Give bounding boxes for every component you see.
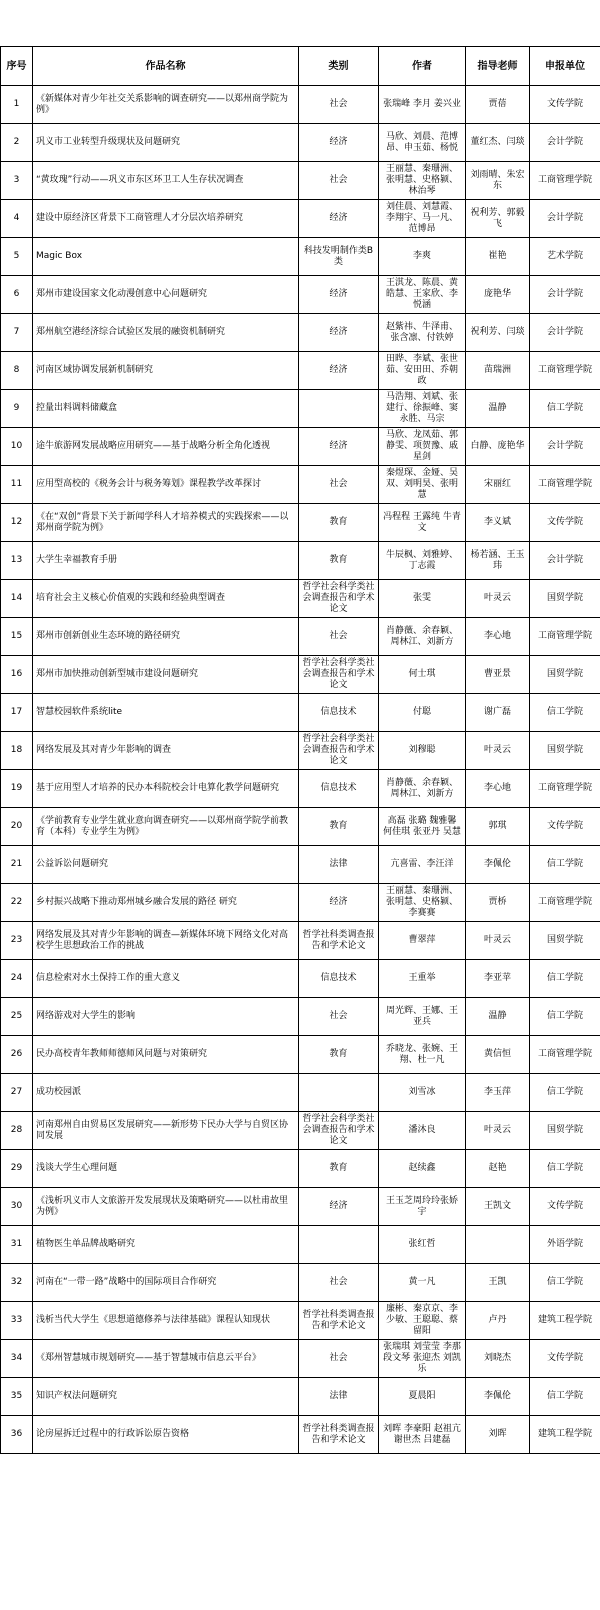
cell-serial: 3 [1, 162, 33, 200]
cell-author: 潘沐良 [379, 1112, 466, 1150]
cell-category: 社会 [299, 1264, 379, 1302]
table-row [1, 504, 600, 542]
cell-category: 法律 [299, 1378, 379, 1416]
cell-category: 社会 [299, 618, 379, 656]
cell-serial: 19 [1, 770, 33, 808]
cell-unit: 信工学院 [530, 1150, 600, 1188]
cell-title: 巩义市工业转型升级现状及问题研究 [33, 124, 299, 162]
cell-serial: 15 [1, 618, 33, 656]
cell-serial: 21 [1, 846, 33, 884]
cell-title: 《新媒体对青少年社交关系影响的调查研究——以郑州商学院为例》 [33, 86, 299, 124]
table-row [1, 1416, 600, 1454]
cell-author: 张瑞峰 李月 姜兴业 [379, 86, 466, 124]
cell-advisor: 李佩伦 [466, 1378, 530, 1416]
cell-unit: 会计学院 [530, 314, 600, 352]
cell-unit: 信工学院 [530, 1264, 600, 1302]
cell-serial: 35 [1, 1378, 33, 1416]
cell-author: 王玉芝周玲玲张娇宇 [379, 1188, 466, 1226]
cell-category: 经济 [299, 276, 379, 314]
cell-category: 社会 [299, 162, 379, 200]
table-row [1, 1302, 600, 1340]
cell-advisor: 叶灵云 [466, 732, 530, 770]
cell-advisor: 叶灵云 [466, 1112, 530, 1150]
cell-unit: 会计学院 [530, 124, 600, 162]
cell-author: 马欣、刘晨、范博昂、申玉茹、杨悦 [379, 124, 466, 162]
cell-title: 河南郑州自由贸易区发展研究——新形势下民办大学与自贸区协同发展 [33, 1112, 299, 1150]
table-row [1, 1112, 600, 1150]
cell-category: 信息技术 [299, 694, 379, 732]
cell-unit: 建筑工程学院 [530, 1416, 600, 1454]
cell-unit: 信工学院 [530, 960, 600, 998]
cell-unit: 国贸学院 [530, 656, 600, 694]
cell-advisor: 刘雨晴、朱宏东 [466, 162, 530, 200]
cell-unit: 信工学院 [530, 390, 600, 428]
table-row [1, 466, 600, 504]
cell-advisor: 董红杰、闫琰 [466, 124, 530, 162]
cell-author: 王重举 [379, 960, 466, 998]
table-row [1, 390, 600, 428]
cell-author: 何士琪 [379, 656, 466, 694]
cell-advisor: 谢广磊 [466, 694, 530, 732]
cell-category: 经济 [299, 352, 379, 390]
table-row [1, 542, 600, 580]
cell-title: 郑州市创新创业生态环境的路径研究 [33, 618, 299, 656]
cell-serial: 22 [1, 884, 33, 922]
cell-author: 刘穆聪 [379, 732, 466, 770]
cell-serial: 14 [1, 580, 33, 618]
cell-advisor: 叶灵云 [466, 922, 530, 960]
cell-unit: 外语学院 [530, 1226, 600, 1264]
cell-category: 教育 [299, 808, 379, 846]
cell-serial: 5 [1, 238, 33, 276]
cell-unit: 工商管理学院 [530, 466, 600, 504]
cell-serial: 4 [1, 200, 33, 238]
cell-category: 哲学社科类调查报告和学术论文 [299, 1416, 379, 1454]
cell-category: 哲学社科类调查报告和学术论文 [299, 922, 379, 960]
table-row [1, 808, 600, 846]
cell-unit: 信工学院 [530, 1378, 600, 1416]
cell-title: 控量出料调料储藏盒 [33, 390, 299, 428]
table-row [1, 86, 600, 124]
cell-advisor: 杨若涵、王玉玮 [466, 542, 530, 580]
cell-unit: 文传学院 [530, 808, 600, 846]
cell-serial: 7 [1, 314, 33, 352]
table-row [1, 846, 600, 884]
cell-title: 公益诉讼问题研究 [33, 846, 299, 884]
cell-advisor: 苗瑞洲 [466, 352, 530, 390]
cell-serial: 32 [1, 1264, 33, 1302]
cell-category: 哲学社会科学类社会调查报告和学术论文 [299, 656, 379, 694]
table-row [1, 1150, 600, 1188]
cell-title: 植物医生单品牌战略研究 [33, 1226, 299, 1264]
cell-category: 社会 [299, 466, 379, 504]
cell-advisor: 曹亚景 [466, 656, 530, 694]
cell-advisor: 崔艳 [466, 238, 530, 276]
cell-unit: 文传学院 [530, 86, 600, 124]
cell-author: 冯程程 王露纯 牛青文 [379, 504, 466, 542]
cell-author: 夏晨阳 [379, 1378, 466, 1416]
cell-category: 社会 [299, 1340, 379, 1378]
cell-serial: 23 [1, 922, 33, 960]
cell-serial: 24 [1, 960, 33, 998]
cell-category: 信息技术 [299, 770, 379, 808]
cell-serial: 11 [1, 466, 33, 504]
cell-author: 田晔、李斌、张世茹、安田田、乔朝政 [379, 352, 466, 390]
cell-advisor: 赵艳 [466, 1150, 530, 1188]
table-row [1, 618, 600, 656]
cell-advisor: 庞艳华 [466, 276, 530, 314]
cell-title: 乡村振兴战略下推动郑州城乡融合发展的路径 研究 [33, 884, 299, 922]
table-row [1, 922, 600, 960]
cell-advisor: 李心地 [466, 770, 530, 808]
cell-title: 郑州市建设国家文化动漫创意中心问题研究 [33, 276, 299, 314]
cell-title: 《学前教育专业学生就业意向调查研究——以郑州商学院学前教育（本科）专业学生为例》 [33, 808, 299, 846]
cell-category: 教育 [299, 542, 379, 580]
cell-advisor: 王凯 [466, 1264, 530, 1302]
awards-table [0, 46, 600, 1454]
cell-title: 网络游戏对大学生的影响 [33, 998, 299, 1036]
cell-title: 郑州市加快推动创新型城市建设问题研究 [33, 656, 299, 694]
cell-unit: 文传学院 [530, 1340, 600, 1378]
cell-author: 王淇龙、陈晨、黄皓慧、王家欣、李悦涵 [379, 276, 466, 314]
cell-unit: 会计学院 [530, 542, 600, 580]
cell-unit: 工商管理学院 [530, 618, 600, 656]
cell-author: 张红哲 [379, 1226, 466, 1264]
cell-advisor: 宋丽红 [466, 466, 530, 504]
cell-author: 李爽 [379, 238, 466, 276]
cell-author: 肖静薇、余春颖、周林江、刘新方 [379, 618, 466, 656]
table-row [1, 276, 600, 314]
cell-advisor: 祝利芳、闫琰 [466, 314, 530, 352]
cell-serial: 31 [1, 1226, 33, 1264]
cell-title: “黄玫瑰”行动——巩义市东区环卫工人生存状况调查 [33, 162, 299, 200]
cell-category: 法律 [299, 846, 379, 884]
cell-serial: 6 [1, 276, 33, 314]
cell-title: 《郑州智慧城市规划研究——基于智慧城市信息云平台》 [33, 1340, 299, 1378]
cell-title: 网络发展及其对青少年影响的调查—新媒体环境下网络文化对高校学生思想政治工作的挑战 [33, 922, 299, 960]
cell-unit: 工商管理学院 [530, 884, 600, 922]
table-row [1, 656, 600, 694]
cell-title: 知识产权法问题研究 [33, 1378, 299, 1416]
cell-category: 教育 [299, 1036, 379, 1074]
cell-author: 黄一凡 [379, 1264, 466, 1302]
cell-title: 河南在“一带一路”战略中的国际项目合作研究 [33, 1264, 299, 1302]
table-row [1, 1226, 600, 1264]
cell-title: 河南区域协调发展新机制研究 [33, 352, 299, 390]
table-row [1, 1074, 600, 1112]
cell-unit: 信工学院 [530, 998, 600, 1036]
cell-advisor: 李义斌 [466, 504, 530, 542]
table-row [1, 1036, 600, 1074]
cell-unit: 国贸学院 [530, 1112, 600, 1150]
cell-author: 亢喜雷、李汪洋 [379, 846, 466, 884]
table-row [1, 884, 600, 922]
cell-title: 途牛旅游网发展战略应用研究——基于战略分析全角化透视 [33, 428, 299, 466]
cell-advisor: 刘晖 [466, 1416, 530, 1454]
table-row [1, 960, 600, 998]
table-row [1, 1378, 600, 1416]
cell-title: 培育社会主义核心价值观的实践和经验典型调查 [33, 580, 299, 618]
table-row [1, 162, 600, 200]
cell-advisor: 黄信恒 [466, 1036, 530, 1074]
cell-author: 马浩翔、刘斌、张建行、徐振峰、窦永胜、马宗 [379, 390, 466, 428]
cell-serial: 8 [1, 352, 33, 390]
table-row [1, 998, 600, 1036]
cell-author: 张雯 [379, 580, 466, 618]
table-body [1, 86, 600, 1454]
cell-author: 王丽慧、秦珊洲、张明慧、史格颍、林治琴 [379, 162, 466, 200]
cell-serial: 10 [1, 428, 33, 466]
cell-advisor: 贾蓓 [466, 86, 530, 124]
header-title: 作品名称 [33, 47, 299, 86]
cell-unit: 国贸学院 [530, 922, 600, 960]
cell-unit: 国贸学院 [530, 580, 600, 618]
cell-category: 经济 [299, 124, 379, 162]
cell-advisor: 李佩伦 [466, 846, 530, 884]
cell-title: 智慧校园软件系统lite [33, 694, 299, 732]
table-row [1, 200, 600, 238]
cell-advisor [466, 1226, 530, 1264]
cell-category: 哲学社会科学类社会调查报告和学术论文 [299, 1112, 379, 1150]
cell-advisor: 郭琪 [466, 808, 530, 846]
cell-serial: 29 [1, 1150, 33, 1188]
cell-serial: 2 [1, 124, 33, 162]
header-serial: 序号 [1, 47, 33, 86]
cell-author: 刘佳晨、刘慧霞、李翔宇、马一凡、范博昂 [379, 200, 466, 238]
table-row [1, 1264, 600, 1302]
cell-serial: 30 [1, 1188, 33, 1226]
cell-serial: 27 [1, 1074, 33, 1112]
cell-author: 乔晓龙、张婉、王翔、杜一凡 [379, 1036, 466, 1074]
cell-title: 网络发展及其对青少年影响的调查 [33, 732, 299, 770]
cell-author: 刘雪冰 [379, 1074, 466, 1112]
cell-category: 经济 [299, 314, 379, 352]
cell-serial: 26 [1, 1036, 33, 1074]
header-category: 类别 [299, 47, 379, 86]
cell-serial: 16 [1, 656, 33, 694]
cell-advisor: 祝利芳、郭毅飞 [466, 200, 530, 238]
cell-unit: 会计学院 [530, 276, 600, 314]
cell-title: 成功校园派 [33, 1074, 299, 1112]
cell-title: 《浅析巩义市人文旅游开发发展现状及策略研究——以杜甫故里为例》 [33, 1188, 299, 1226]
cell-category: 经济 [299, 1188, 379, 1226]
cell-category: 教育 [299, 1150, 379, 1188]
cell-title: 基于应用型人才培养的民办本科院校会计电算化教学问题研究 [33, 770, 299, 808]
cell-unit: 艺术学院 [530, 238, 600, 276]
cell-title: 论房屋拆迁过程中的行政诉讼原告资格 [33, 1416, 299, 1454]
cell-unit: 工商管理学院 [530, 770, 600, 808]
cell-unit: 工商管理学院 [530, 1036, 600, 1074]
document-page [0, 46, 600, 1454]
cell-category [299, 1074, 379, 1112]
cell-author: 周光辉、王娜、王亚兵 [379, 998, 466, 1036]
cell-advisor: 刘晓杰 [466, 1340, 530, 1378]
header-author: 作者 [379, 47, 466, 86]
cell-unit: 文传学院 [530, 504, 600, 542]
table-row [1, 694, 600, 732]
cell-category: 经济 [299, 428, 379, 466]
cell-category: 社会 [299, 86, 379, 124]
cell-category: 教育 [299, 504, 379, 542]
cell-title: 郑州航空港经济综合试验区发展的融资机制研究 [33, 314, 299, 352]
cell-title: 建设中原经济区背景下工商管理人才分层次培养研究 [33, 200, 299, 238]
table-row [1, 124, 600, 162]
cell-unit: 文传学院 [530, 1188, 600, 1226]
cell-serial: 25 [1, 998, 33, 1036]
cell-category: 经济 [299, 200, 379, 238]
cell-author: 高磊 张璐 魏雅馨 何佳琪 张亚丹 吴慧 [379, 808, 466, 846]
header-advisor: 指导老师 [466, 47, 530, 86]
cell-category: 社会 [299, 998, 379, 1036]
cell-advisor: 卢丹 [466, 1302, 530, 1340]
table-row [1, 1188, 600, 1226]
cell-unit: 会计学院 [530, 200, 600, 238]
cell-serial: 36 [1, 1416, 33, 1454]
cell-unit: 工商管理学院 [530, 352, 600, 390]
cell-author: 廉彬、秦京京、李少敏、王聪聪、蔡留阳 [379, 1302, 466, 1340]
cell-advisor: 王凯文 [466, 1188, 530, 1226]
cell-serial: 28 [1, 1112, 33, 1150]
header-unit: 申报单位 [530, 47, 600, 86]
cell-serial: 33 [1, 1302, 33, 1340]
table-row [1, 314, 600, 352]
cell-author: 马欣、龙凤茹、郭静雯、项贺豫、戚星剑 [379, 428, 466, 466]
cell-category: 哲学社会科学类社会调查报告和学术论文 [299, 580, 379, 618]
cell-serial: 20 [1, 808, 33, 846]
table-row [1, 428, 600, 466]
cell-serial: 18 [1, 732, 33, 770]
cell-author: 赵续鑫 [379, 1150, 466, 1188]
table-row [1, 580, 600, 618]
cell-serial: 12 [1, 504, 33, 542]
cell-advisor: 白静、庞艳华 [466, 428, 530, 466]
cell-advisor: 李亚苹 [466, 960, 530, 998]
cell-advisor: 李玉萍 [466, 1074, 530, 1112]
cell-unit: 工商管理学院 [530, 162, 600, 200]
cell-serial: 34 [1, 1340, 33, 1378]
cell-serial: 1 [1, 86, 33, 124]
cell-category: 经济 [299, 884, 379, 922]
cell-author: 曹翠萍 [379, 922, 466, 960]
cell-category [299, 390, 379, 428]
cell-title: Magic Box [33, 238, 299, 276]
cell-unit: 会计学院 [530, 428, 600, 466]
cell-author: 秦煜琛、金娅、吴双、刘明昊、张明慧 [379, 466, 466, 504]
cell-category: 科技发明制作类B类 [299, 238, 379, 276]
cell-author: 张瑞琪 刘莹莹 李那 段文琴 张迎杰 刘凯乐 [379, 1340, 466, 1378]
table-header-row [1, 47, 600, 86]
table-row [1, 352, 600, 390]
cell-unit: 建筑工程学院 [530, 1302, 600, 1340]
cell-advisor: 温静 [466, 390, 530, 428]
cell-unit: 信工学院 [530, 694, 600, 732]
cell-unit: 信工学院 [530, 846, 600, 884]
cell-unit: 信工学院 [530, 1074, 600, 1112]
table-row [1, 732, 600, 770]
cell-title: 民办高校青年教师师德师风问题与对策研究 [33, 1036, 299, 1074]
cell-category: 哲学社科类调查报告和学术论文 [299, 1302, 379, 1340]
cell-title: 浅析当代大学生《思想道德修养与法律基础》课程认知现状 [33, 1302, 299, 1340]
cell-author: 赵紫祎、牛泽甫、张含凛、付铁婷 [379, 314, 466, 352]
cell-serial: 17 [1, 694, 33, 732]
table-row [1, 1340, 600, 1378]
cell-title: 应用型高校的《税务会计与税务筹划》课程教学改革探讨 [33, 466, 299, 504]
cell-serial: 13 [1, 542, 33, 580]
cell-category [299, 1226, 379, 1264]
cell-advisor: 温静 [466, 998, 530, 1036]
cell-author: 王丽慧、秦珊洲、张明慧、史格颍、李赛赛 [379, 884, 466, 922]
cell-author: 付聪 [379, 694, 466, 732]
table-row [1, 770, 600, 808]
cell-category: 哲学社会科学类社会调查报告和学术论文 [299, 732, 379, 770]
cell-title: 大学生幸福教育手册 [33, 542, 299, 580]
cell-title: 《在“双创”背景下关于新闻学科人才培养模式的实践探索——以郑州商学院为例》 [33, 504, 299, 542]
cell-author: 肖静薇、余春颖、周林江、刘新方 [379, 770, 466, 808]
cell-title: 信息检索对水土保持工作的重大意义 [33, 960, 299, 998]
cell-category: 信息技术 [299, 960, 379, 998]
table-row [1, 238, 600, 276]
cell-unit: 国贸学院 [530, 732, 600, 770]
cell-advisor: 李心地 [466, 618, 530, 656]
cell-advisor: 贾桥 [466, 884, 530, 922]
cell-author: 刘晖 李豪阳 赵祖亢 谢世杰 吕建磊 [379, 1416, 466, 1454]
cell-serial: 9 [1, 390, 33, 428]
cell-title: 浅谈大学生心理问题 [33, 1150, 299, 1188]
cell-author: 牛辰枫、刘雅婷、丁志霞 [379, 542, 466, 580]
cell-advisor: 叶灵云 [466, 580, 530, 618]
